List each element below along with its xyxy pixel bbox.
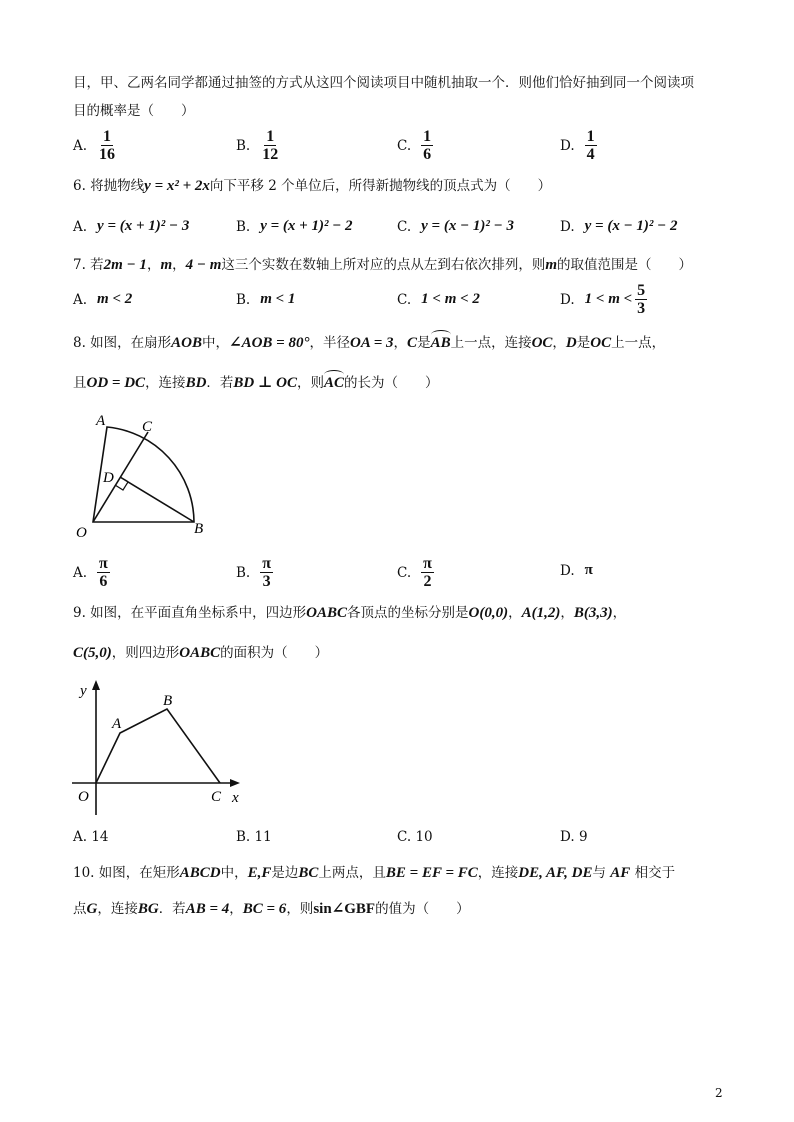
- fraction: $\frac{1}{4}$: [586, 128, 595, 163]
- q8-stem-line2: 且OD = DC，连接BD．若BD ⊥ OC，则AC的长为（ ）: [73, 375, 439, 391]
- label-a: A: [96, 413, 106, 429]
- q5-option-c[interactable]: [397, 128, 433, 163]
- q8-stem-line1: 8. 如图，在扇形AOB中，∠AOB = 80°，半径OA = 3，C是AB上一点，连接OC，D是OC上一点，: [73, 335, 666, 351]
- q8-option-d[interactable]: D. π: [560, 562, 593, 579]
- fraction: $\frac{1}{16}$: [99, 128, 116, 163]
- q8-option-a[interactable]: A. $\frac{\pi}{6}$: [73, 555, 108, 590]
- fraction: $\frac{1}{6}$: [423, 128, 432, 163]
- label-b: B: [163, 693, 173, 709]
- label-d: D: [103, 470, 114, 486]
- fraction: $\frac{1}{12}$: [262, 128, 279, 163]
- q5-option-d[interactable]: [560, 128, 597, 163]
- label-a: A: [112, 716, 122, 732]
- arc-ac: AC: [323, 375, 344, 391]
- q5-option-b[interactable]: [236, 128, 280, 163]
- q6-option-c[interactable]: C. y = (x − 1)² − 3: [397, 218, 515, 235]
- q7-stem: 7. 若2m − 1，m，4 − m这三个实数在数轴上所对应的点从左到右依次排列，则m的取值范围是（ ）: [73, 257, 693, 273]
- q7-option-b[interactable]: B. m < 1: [236, 291, 296, 308]
- q6-option-a[interactable]: A. y = (x + 1)² − 3: [73, 218, 190, 235]
- q6-stem: 6. 将抛物线y = x² + 2x向下平移 2 个单位后，所得新抛物线的顶点式为（ ）: [73, 178, 552, 194]
- q7-option-a[interactable]: A. m < 2: [73, 291, 133, 308]
- q10-stem-line2: 点G，连接BG．若AB = 4，BC = 6，则sin∠GBF的值为（ ）: [73, 901, 470, 917]
- q8-sector-figure: [70, 405, 230, 545]
- option-label: C.: [397, 137, 412, 154]
- option-label: D.: [560, 137, 575, 154]
- q9-option-b[interactable]: B. 11: [236, 829, 272, 845]
- q9-quadrilateral-figure: [70, 675, 260, 820]
- q8-option-c[interactable]: C. $\frac{\pi}{2}$: [397, 555, 432, 590]
- label-c: C: [142, 419, 153, 435]
- q9-stem-line2: C(5,0)，则四边形OABC的面积为（ ）: [73, 645, 329, 661]
- q5-line2: 目的概率是（ ）: [73, 103, 195, 119]
- x-axis-arrow: [230, 779, 240, 787]
- q10-stem-line1: 10. 如图，在矩形ABCD中，E,F是边BC上两点，且BE = EF = FC，连接DE, AF, DE与 AF 相交于: [73, 865, 676, 881]
- label-c: C: [211, 789, 222, 805]
- arc-ab: AB: [430, 335, 451, 351]
- q9-option-a[interactable]: A. 14: [73, 829, 109, 845]
- page-number: 2: [715, 1086, 723, 1100]
- q7-option-c[interactable]: C. 1 < m < 2: [397, 291, 480, 308]
- label-b: B: [194, 521, 204, 537]
- label-o: O: [76, 525, 87, 541]
- q6-option-b[interactable]: B. y = (x + 1)² − 2: [236, 218, 353, 235]
- segment-bd: [120, 477, 194, 522]
- q5-option-a[interactable]: [73, 128, 117, 163]
- q5-line1: 目，甲、乙两名同学都通过抽签的方式从这四个阅读项目中随机抽取一个．则他们恰好抽到同一个阅读项: [73, 75, 694, 91]
- label-o: O: [78, 789, 89, 805]
- q9-option-d[interactable]: D. 9: [560, 829, 588, 845]
- y-axis-arrow: [92, 680, 100, 690]
- q6-option-d[interactable]: D. y = (x − 1)² − 2: [560, 218, 678, 235]
- q8-option-b[interactable]: B. $\frac{\pi}{3}$: [236, 555, 271, 590]
- q9-option-c[interactable]: C. 10: [397, 829, 433, 845]
- label-y: y: [80, 683, 87, 699]
- label-x: x: [232, 790, 239, 806]
- q9-stem-line1: 9. 如图，在平面直角坐标系中，四边形OABC各顶点的坐标分别是O(0,0)，A(1,2)，B(3,3)，: [73, 605, 627, 621]
- q7-option-d[interactable]: D. 1 < m < $\frac{5}{3}$: [560, 282, 646, 317]
- option-label: A.: [73, 137, 88, 154]
- option-label: B.: [236, 137, 251, 154]
